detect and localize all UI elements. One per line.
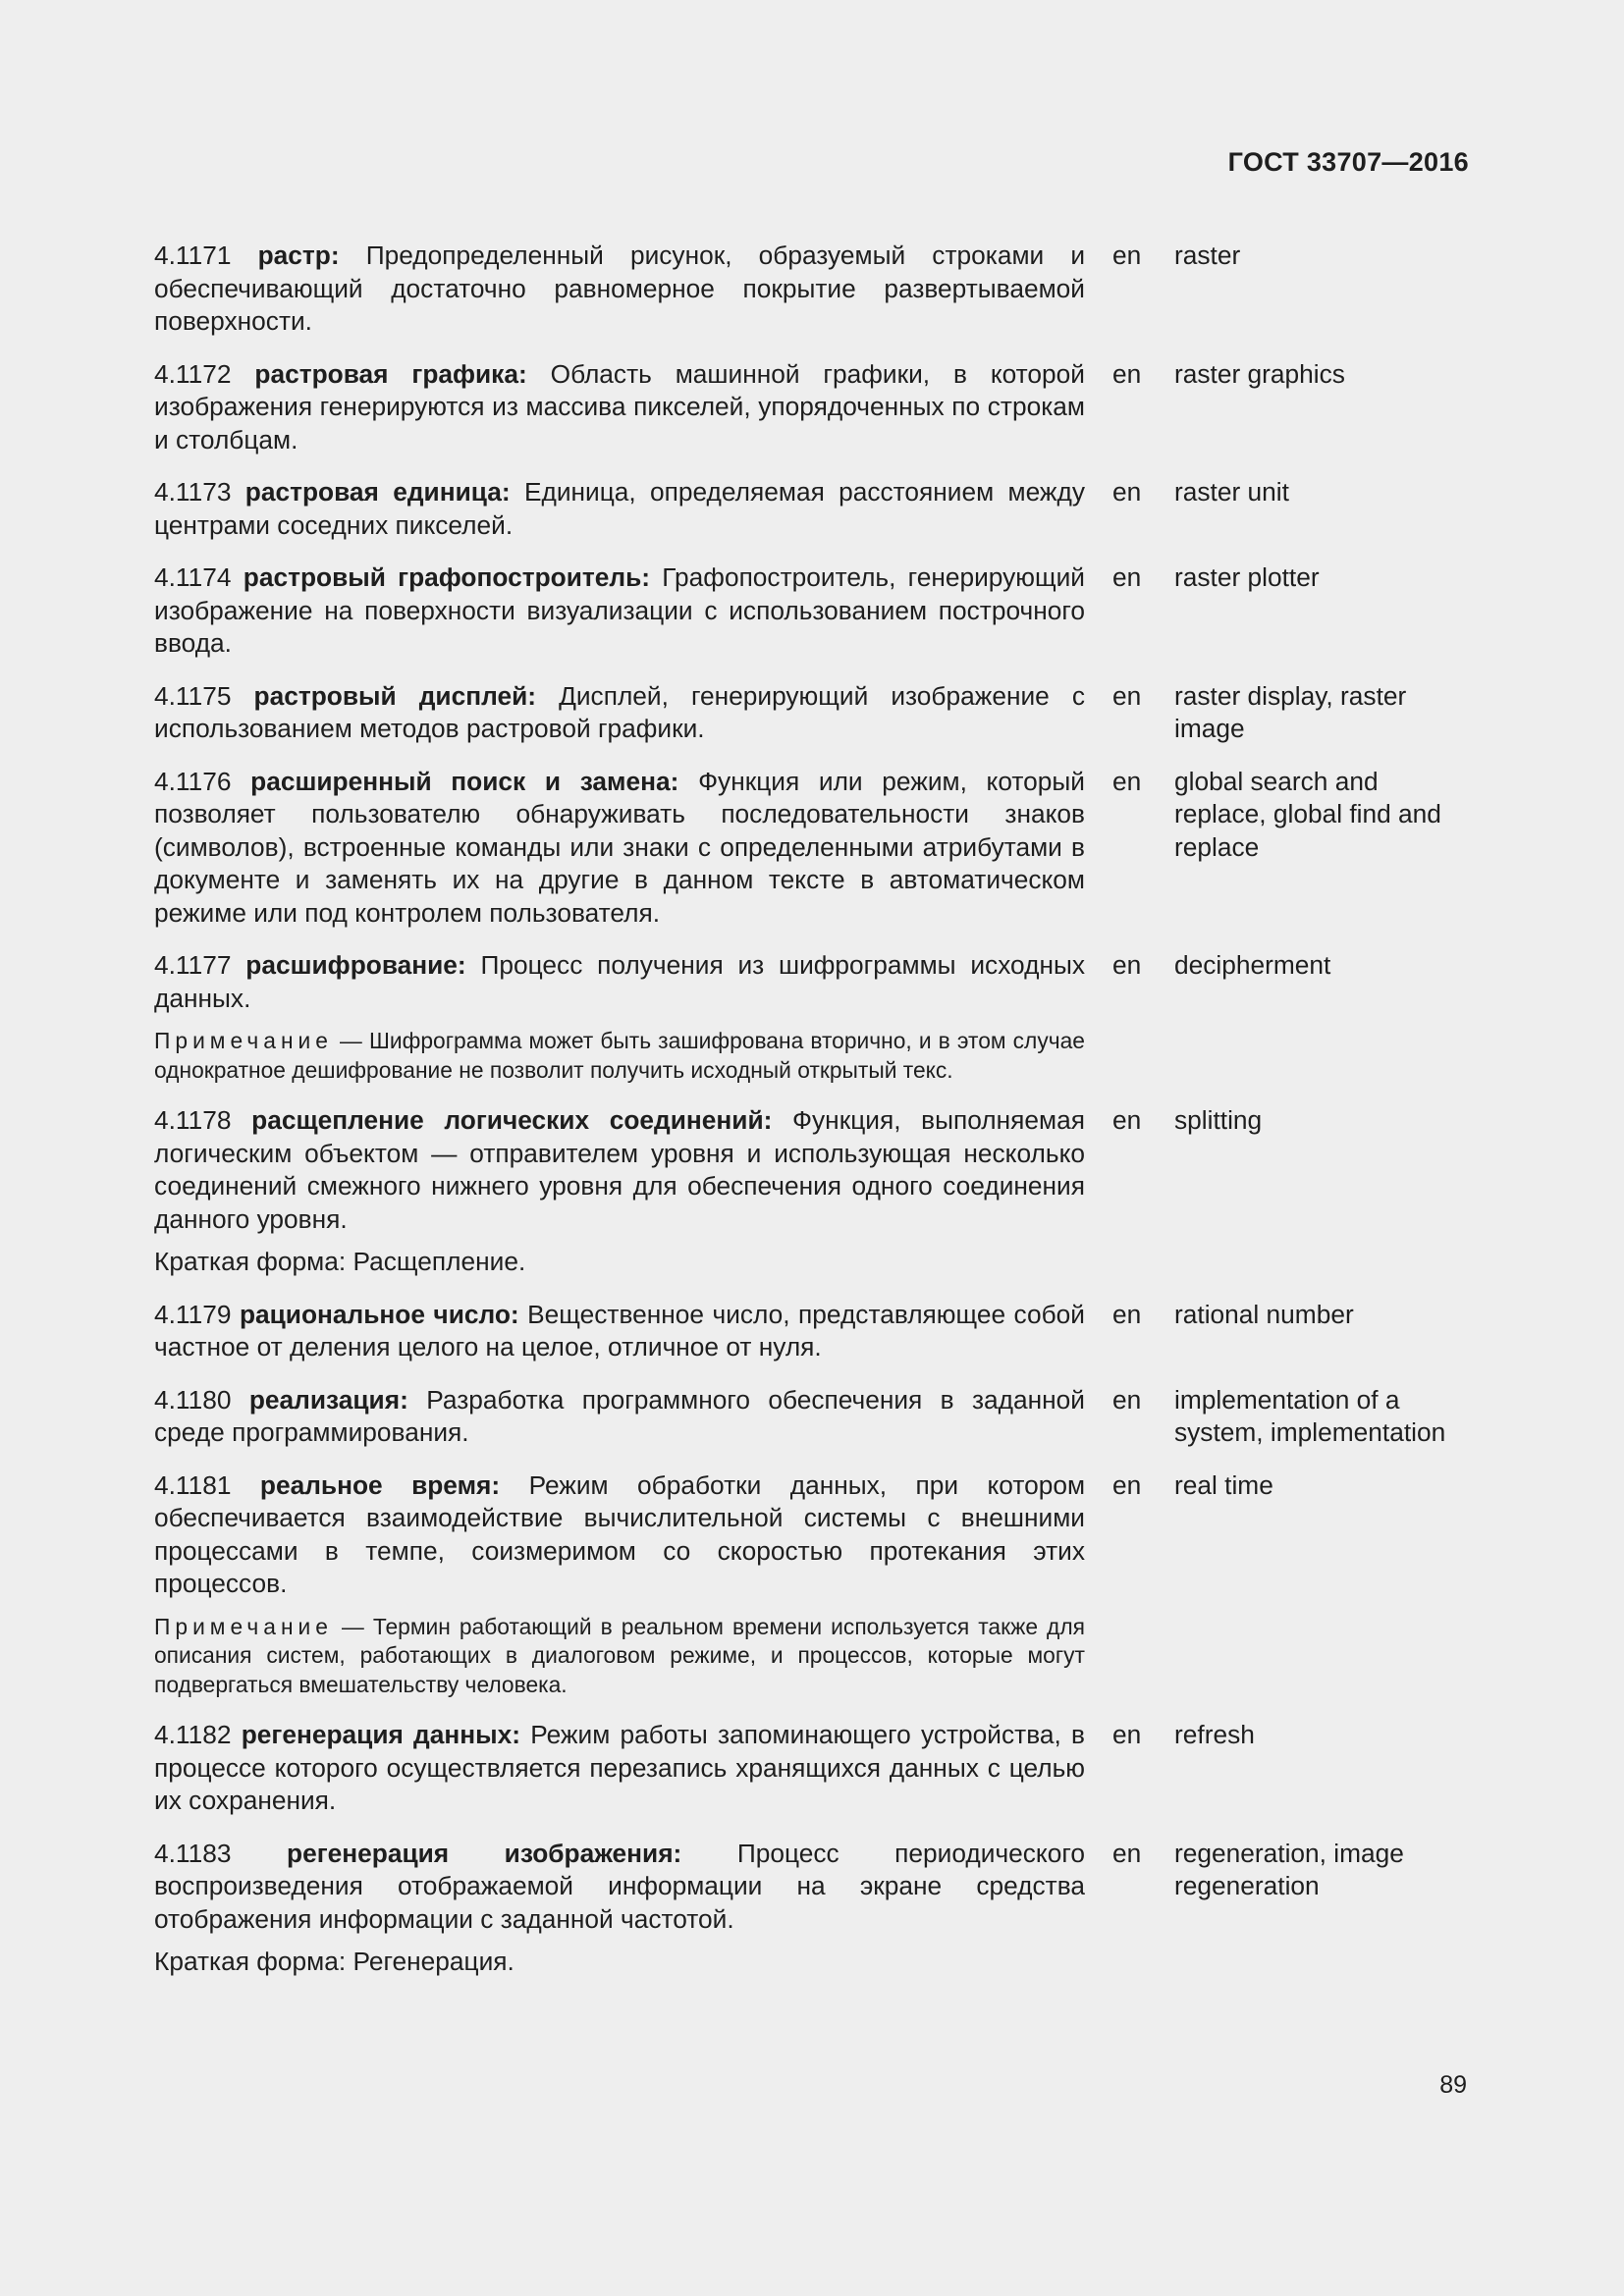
language-code: en	[1112, 1469, 1142, 1500]
english-equivalent: decipherment	[1174, 950, 1331, 980]
definition-text: Процесс получения из шифрограммы исходных данных.	[154, 950, 1086, 1013]
term-note	[154, 1613, 1085, 1700]
definition-text: Режим работы запоминающего устройства, в процессе которого осуществляется перезапись хранящихся данных с целью их сохранения.	[154, 1720, 1085, 1815]
term-name: растровая графика:	[254, 358, 527, 389]
term-entry	[154, 1299, 1470, 1364]
term-name: реализация:	[248, 1384, 408, 1415]
term-definition	[154, 680, 1085, 746]
term-name: реальное время:	[259, 1469, 501, 1500]
term-definition	[154, 1104, 1085, 1236]
english-equivalent: real time	[1174, 1469, 1273, 1500]
term-entry	[154, 949, 1470, 1085]
term-name: расширенный поиск и замена:	[250, 766, 679, 796]
language-code: en	[1112, 680, 1142, 711]
term-number: 4.1178	[154, 1105, 232, 1135]
term-definition	[154, 1299, 1085, 1364]
definition-text: Разработка программного обеспечения в заданной среде программирования.	[154, 1384, 1086, 1447]
term-entry	[154, 476, 1470, 542]
term-definition	[154, 1838, 1085, 1937]
definition-text: Процесс периодического воспроизведения отображаемой информации на экране средства отображения информации с заданной частотой.	[154, 1838, 1085, 1934]
english-equivalent: rational number	[1174, 1299, 1354, 1329]
note-label: Примечание	[154, 1613, 333, 1639]
short-form: Краткая форма: Регенерация.	[154, 1947, 514, 1976]
language-code: en	[1112, 477, 1142, 507]
term-entry	[154, 1384, 1470, 1450]
term-name: расщепление логических соединений:	[251, 1105, 773, 1135]
term-number: 4.1172	[154, 358, 232, 389]
term-entry	[154, 680, 1470, 746]
definition-text: Функция или режим, который позволяет пользователю обнаруживать последовательности знаков (символов), встроенные команды или знаки с определенными атрибутами в документе и заменять их на другие в данном тексте в автоматическом режиме или под контролем пользователя.	[154, 766, 1085, 928]
term-definition	[154, 561, 1085, 661]
term-definition	[154, 358, 1085, 457]
term-entry	[154, 1719, 1470, 1818]
term-name: растровая единица:	[244, 477, 511, 507]
definition-text: Графопостроитель, генерирующий изображение на поверхности визуализации с использованием построчного ввода.	[154, 562, 1085, 658]
term-number: 4.1179	[154, 1299, 232, 1329]
definition-text: Область машинной графики, в которой изображения генерируются из массива пикселей, упорядоченных по строкам и столбцам.	[154, 358, 1085, 454]
language-code: en	[1112, 1105, 1142, 1135]
term-name: расшифрование:	[245, 950, 466, 980]
language-code: en	[1112, 240, 1142, 270]
term-entry	[154, 358, 1470, 457]
term-name: растр:	[257, 240, 340, 270]
definition-text: Дисплей, генерирующий изображение с использованием методов растровой графики.	[154, 680, 1085, 743]
short-form: Краткая форма: Расщепление.	[154, 1247, 526, 1276]
english-equivalent: raster	[1174, 240, 1241, 270]
term-name: рациональное число:	[239, 1299, 519, 1329]
english-equivalent: regeneration, image regeneration	[1174, 1838, 1404, 1900]
note-label: Примечание	[154, 1028, 333, 1053]
english-equivalent: raster unit	[1174, 477, 1289, 507]
language-code: en	[1112, 1720, 1142, 1749]
term-definition	[154, 476, 1085, 542]
english-equivalent: raster display, raster image	[1174, 680, 1407, 743]
term-number: 4.1173	[154, 477, 232, 507]
term-number: 4.1182	[154, 1720, 232, 1749]
language-code: en	[1112, 1384, 1142, 1415]
term-number: 4.1177	[154, 950, 232, 980]
language-code: en	[1112, 950, 1142, 980]
term-name: растровый дисплей:	[253, 680, 536, 711]
english-equivalent: raster graphics	[1174, 358, 1345, 389]
definition-text: Единица, определяемая расстоянием между центрами соседних пикселей.	[154, 477, 1085, 540]
term-name: регенерация данных:	[241, 1720, 520, 1749]
term-number: 4.1183	[154, 1838, 232, 1868]
term-note	[154, 1027, 1085, 1085]
term-definition	[154, 240, 1085, 339]
definition-text: Режим обработки данных, при котором обеспечивается взаимодействие вычислительной системы с внешними процессами в темпе, соизмеримом со скоростью протекания этих процессов.	[154, 1469, 1086, 1598]
term-definition	[154, 1469, 1085, 1601]
note-text: — Термин работающий в реальном времени используется также для описания систем, работающих в диалоговом режиме, и процессов, которые могут подвергаться вмешательству человека.	[154, 1613, 1085, 1697]
term-number: 4.1175	[154, 680, 232, 711]
term-list	[154, 240, 1470, 1999]
term-entry	[154, 1838, 1470, 1979]
english-equivalent: splitting	[1174, 1105, 1263, 1135]
document-header: ГОСТ 33707—2016	[1227, 147, 1469, 177]
term-entry	[154, 561, 1470, 661]
language-code: en	[1112, 1299, 1142, 1329]
definition-text: Предопределенный рисунок, образуемый строками и обеспечивающий достаточно равномерное покрытие развертываемой поверхности.	[154, 240, 1086, 336]
language-code: en	[1112, 562, 1142, 592]
term-entry	[154, 1469, 1470, 1700]
definition-text: Функция, выполняемая логическим объектом — отправителем уровня и использующая несколько соединений смежного нижнего уровня для обеспечения одного соединения данного уровня.	[154, 1105, 1085, 1234]
language-code: en	[1112, 358, 1142, 389]
term-entry	[154, 1104, 1470, 1279]
term-definition	[154, 1384, 1085, 1450]
term-entry	[154, 240, 1470, 339]
page-number: 89	[1439, 2071, 1467, 2099]
language-code: en	[1112, 766, 1142, 796]
english-equivalent: refresh	[1174, 1720, 1255, 1749]
term-number: 4.1181	[154, 1469, 232, 1500]
term-definition	[154, 1719, 1085, 1818]
term-name: растровый графопостроитель:	[243, 562, 651, 592]
term-number: 4.1171	[154, 240, 232, 270]
term-entry	[154, 766, 1470, 931]
term-definition	[154, 766, 1085, 931]
english-equivalent: global search and replace, global find and replace	[1174, 766, 1441, 862]
language-code: en	[1112, 1838, 1142, 1868]
english-equivalent: raster plotter	[1174, 562, 1320, 592]
term-definition	[154, 949, 1085, 1015]
definition-text: Вещественное число, представляющее собой частное от деления целого на целое, отличное от нуля.	[154, 1299, 1085, 1362]
term-name: регенерация изображения:	[287, 1838, 682, 1868]
term-number: 4.1180	[154, 1384, 232, 1415]
term-number: 4.1176	[154, 766, 232, 796]
note-text: — Шифрограмма может быть зашифрована вторично, и в этом случае однократное дешифрование не позволит получить исходный открытый текс.	[154, 1028, 1085, 1083]
term-number: 4.1174	[154, 562, 232, 592]
english-equivalent: implementation of a system, implementation	[1174, 1384, 1446, 1447]
